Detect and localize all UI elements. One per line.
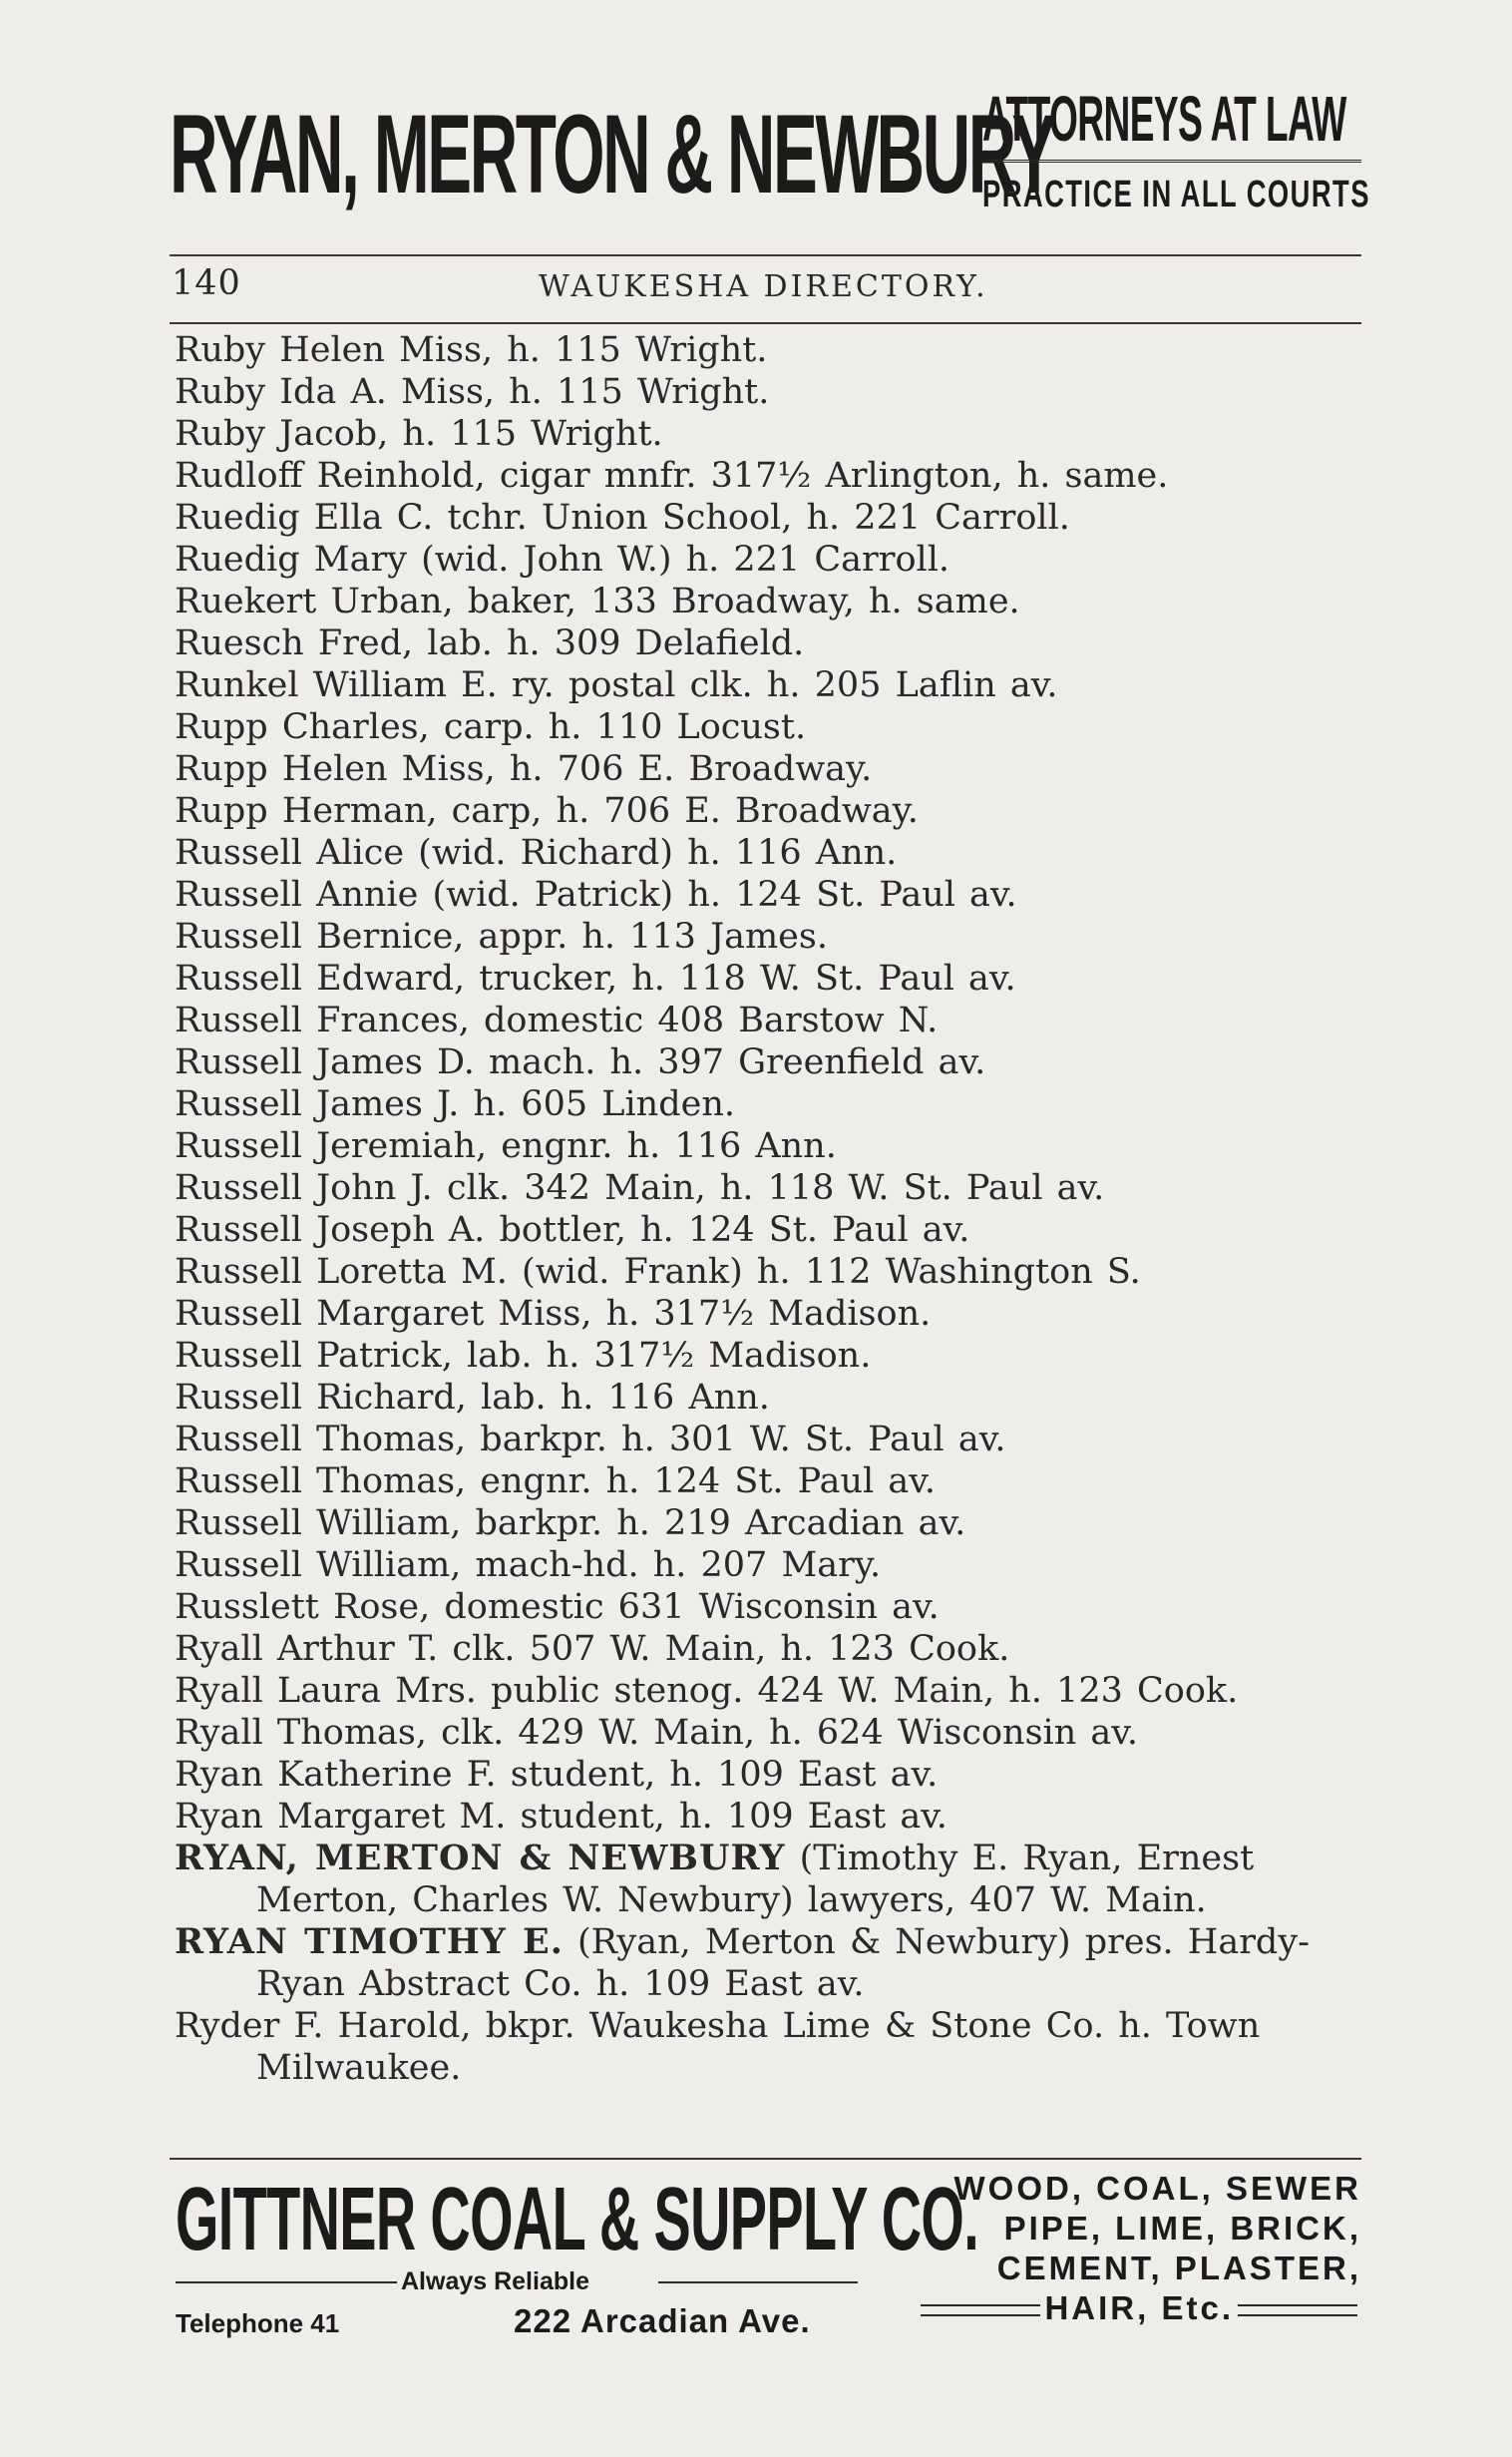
entry-surname: Ruby: [175, 372, 266, 412]
directory-entry: [175, 1000, 1371, 1041]
entry-surname: Ryall: [175, 1671, 263, 1711]
entry-details: Margaret M. student, h. 109 East av.: [277, 1797, 947, 1837]
entry-details: Margaret Miss, h. 317½ Madison.: [316, 1294, 932, 1334]
directory-entry: [175, 1209, 1371, 1251]
entry-details: Patrick, lab. h. 317½ Madison.: [316, 1336, 872, 1376]
entry-details: John J. clk. 342 Main, h. 118 W. St. Paul av.: [316, 1168, 1105, 1208]
entry-surname: Russell: [175, 1042, 302, 1082]
page-number: 140: [172, 263, 241, 303]
entry-surname: Russell: [175, 1168, 302, 1208]
entry-details: Edward, trucker, h. 118 W. St. Paul av.: [316, 959, 1016, 999]
entry-details: Alice (wid. Richard) h. 116 Ann.: [316, 833, 898, 873]
entry-details: Rose, domestic 631 Wisconsin av.: [333, 1587, 940, 1627]
entry-surname: Ryan: [175, 1755, 263, 1795]
directory-entry: [175, 329, 1371, 371]
directory-entries: [175, 329, 1371, 2089]
entry-details: Urban, baker, 133 Broadway, h. same.: [330, 582, 1020, 621]
product-line-text: HAIR, Etc.: [1044, 2289, 1234, 2326]
product-line: CEMENT, PLASTER,: [996, 2250, 1361, 2286]
coal-company-name: GITTNER COAL & SUPPLY CO.: [176, 2170, 979, 2269]
entry-surname: Rupp: [175, 791, 268, 831]
directory-entry: [175, 1838, 1371, 1921]
entry-surname: Ryall: [175, 1713, 263, 1753]
entry-surname: Rudloff: [175, 456, 303, 496]
directory-entry: [175, 1502, 1371, 1544]
directory-entry: [175, 413, 1371, 455]
entry-details: Mary (wid. John W.) h. 221 Carroll.: [313, 540, 950, 580]
entry-surname: Russell: [175, 917, 302, 957]
entry-surname: Russell: [175, 1210, 302, 1250]
entry-surname: Russell: [175, 1126, 302, 1166]
directory-entry: [175, 1544, 1371, 1586]
directory-entry: [175, 1586, 1371, 1628]
entry-surname: Russell: [175, 1461, 302, 1501]
directory-entry: [175, 1125, 1371, 1167]
entry-details: Frances, domestic 408 Barstow N.: [316, 1001, 939, 1040]
entry-surname: Russell: [175, 1001, 302, 1040]
entry-details: Reinhold, cigar mnfr. 317½ Arlington, h. same.: [316, 456, 1169, 496]
directory-entry: [175, 539, 1371, 581]
entry-details: (Timothy E. Ryan, Ernest Merton, Charles W. Newbury) lawyers, 407 W. Main.: [256, 1839, 1255, 1920]
directory-entry: [175, 371, 1371, 413]
entry-surname: Runkel: [175, 665, 299, 705]
coal-company-address: 222 Arcadian Ave.: [514, 2302, 811, 2339]
directory-entry: [175, 1712, 1371, 1754]
entry-surname: Ruesch: [175, 623, 304, 663]
entry-surname: Ruedig: [175, 540, 300, 580]
running-title: WAUKESHA DIRECTORY.: [539, 269, 988, 304]
entry-surname: Ryall: [175, 1629, 263, 1669]
tagline-rule-right: [658, 2281, 858, 2283]
directory-entry: [175, 2005, 1371, 2089]
entry-surname: Ryan: [175, 1797, 263, 1837]
decorative-double-rule: [921, 2304, 1040, 2316]
directory-entry: [175, 958, 1371, 1000]
coal-company-products: [900, 2169, 1361, 2328]
advertiser-profession: ATTORNEYS AT LAW: [982, 83, 1346, 155]
directory-entry: [175, 916, 1371, 958]
directory-entry: [175, 1754, 1371, 1796]
entry-details: Laura Mrs. public stenog. 424 W. Main, h. 123 Cook.: [276, 1671, 1239, 1711]
directory-entry: [175, 832, 1371, 874]
entry-details: Jacob, h. 115 Wright.: [279, 414, 663, 454]
entry-surname: Russell: [175, 833, 302, 873]
entry-details: F. Harold, bkpr. Waukesha Lime & Stone Co. h. Town Milwaukee.: [256, 2006, 1261, 2088]
entry-surname: RYAN TIMOTHY E.: [175, 1921, 564, 1962]
product-line: WOOD, COAL, SEWER: [953, 2170, 1361, 2207]
footer-ad-rule: [170, 2158, 1361, 2160]
entry-details: Richard, lab. h. 116 Ann.: [316, 1378, 770, 1418]
entry-surname: Russell: [175, 1252, 302, 1292]
advertiser-divider: [982, 160, 1361, 163]
directory-entry: [175, 1041, 1371, 1083]
entry-details: Ida A. Miss, h. 115 Wright.: [279, 372, 770, 412]
directory-entry: [175, 1293, 1371, 1335]
directory-entry: [175, 1796, 1371, 1838]
directory-entry: [175, 1628, 1371, 1670]
entry-details: Thomas, barkpr. h. 301 W. St. Paul av.: [316, 1420, 1006, 1459]
directory-entry: [175, 1251, 1371, 1293]
advertiser-details: [982, 83, 1370, 218]
entry-details: Loretta M. (wid. Frank) h. 112 Washington S.: [316, 1252, 1141, 1292]
directory-entry: [175, 1083, 1371, 1125]
directory-entry: [175, 1921, 1371, 2005]
running-header-rule: [170, 322, 1361, 324]
entry-surname: Russell: [175, 1294, 302, 1334]
entry-surname: Russell: [175, 1378, 302, 1418]
entry-surname: Ruedig: [175, 498, 300, 538]
directory-entry: [175, 497, 1371, 539]
product-line-last: [900, 2288, 1361, 2328]
entry-surname: Russell: [175, 1084, 302, 1124]
entry-details: Helen Miss, h. 706 E. Broadway.: [281, 749, 873, 789]
entry-surname: Russell: [175, 1336, 302, 1376]
entry-surname: Russell: [175, 959, 302, 999]
entry-surname: Russell: [175, 1420, 302, 1459]
advertiser-practice: PRACTICE IN ALL COURTS: [982, 174, 1370, 215]
directory-entry: [175, 874, 1371, 916]
entry-details: Helen Miss, h. 115 Wright.: [279, 330, 768, 370]
directory-entry: [175, 706, 1371, 748]
tagline-row: [176, 2264, 874, 2298]
entry-surname: Russlett: [175, 1587, 319, 1627]
tagline-rule-left: [176, 2281, 397, 2283]
entry-details: William, mach-hd. h. 207 Mary.: [316, 1545, 882, 1585]
header-ad-rule: [170, 254, 1361, 256]
coal-company-telephone: Telephone 41: [176, 2308, 340, 2338]
advertiser-firm-name: RYAN, MERTON & NEWBURY: [170, 92, 1054, 216]
entry-surname: Rupp: [175, 707, 268, 747]
entry-surname: Ruby: [175, 330, 266, 370]
decorative-double-rule: [1238, 2304, 1357, 2316]
directory-entry: [175, 1167, 1371, 1209]
entry-details: Annie (wid. Patrick) h. 124 St. Paul av.: [316, 875, 1017, 915]
directory-entry: [175, 1460, 1371, 1502]
entry-details: Katherine F. student, h. 109 East av.: [277, 1755, 939, 1795]
entry-details: Bernice, appr. h. 113 James.: [316, 917, 828, 957]
directory-entry: [175, 748, 1371, 790]
footer-advertisement: [170, 2165, 1361, 2339]
header-advertisement: [170, 80, 1370, 244]
entry-surname: RYAN, MERTON & NEWBURY: [175, 1838, 786, 1878]
entry-details: James J. h. 605 Linden.: [316, 1084, 735, 1124]
product-line: PIPE, LIME, BRICK,: [1003, 2210, 1361, 2247]
directory-entry: [175, 1335, 1371, 1377]
entry-surname: Ruekert: [175, 582, 317, 621]
entry-details: William E. ry. postal clk. h. 205 Laflin av.: [312, 665, 1058, 705]
directory-entry: [175, 790, 1371, 832]
entry-details: Fred, lab. h. 309 Delafield.: [317, 623, 805, 663]
directory-entry: [175, 455, 1371, 497]
entry-details: Thomas, clk. 429 W. Main, h. 624 Wisconsin av.: [276, 1713, 1139, 1753]
entry-details: (Ryan, Merton & Newbury) pres. Hardy-Ryan Abstract Co. h. 109 East av.: [256, 1922, 1310, 2004]
directory-entry: [175, 1670, 1371, 1712]
entry-details: Arthur T. clk. 507 W. Main, h. 123 Cook.: [276, 1629, 1010, 1669]
entry-details: Joseph A. bottler, h. 124 St. Paul av.: [316, 1210, 970, 1250]
directory-entry: [175, 622, 1371, 664]
entry-surname: Ruby: [175, 414, 266, 454]
entry-details: William, barkpr. h. 219 Arcadian av.: [316, 1503, 966, 1543]
entry-details: Charles, carp. h. 110 Locust.: [281, 707, 807, 747]
coal-company-tagline: Always Reliable: [401, 2267, 589, 2295]
entry-surname: Ryder: [175, 2006, 280, 2046]
entry-details: Ella C. tchr. Union School, h. 221 Carroll.: [313, 498, 1070, 538]
entry-surname: Russell: [175, 1503, 302, 1543]
entry-details: James D. mach. h. 397 Greenfield av.: [316, 1042, 986, 1082]
directory-entry: [175, 664, 1371, 706]
entry-surname: Russell: [175, 1545, 302, 1585]
directory-entry: [175, 1419, 1371, 1460]
entry-surname: Russell: [175, 875, 302, 915]
entry-surname: Rupp: [175, 749, 268, 789]
entry-details: Thomas, engnr. h. 124 St. Paul av.: [316, 1461, 936, 1501]
entry-details: Jeremiah, engnr. h. 116 Ann.: [316, 1126, 837, 1166]
directory-entry: [175, 1377, 1371, 1419]
entry-details: Herman, carp, h. 706 E. Broadway.: [281, 791, 919, 831]
directory-entry: [175, 581, 1371, 622]
